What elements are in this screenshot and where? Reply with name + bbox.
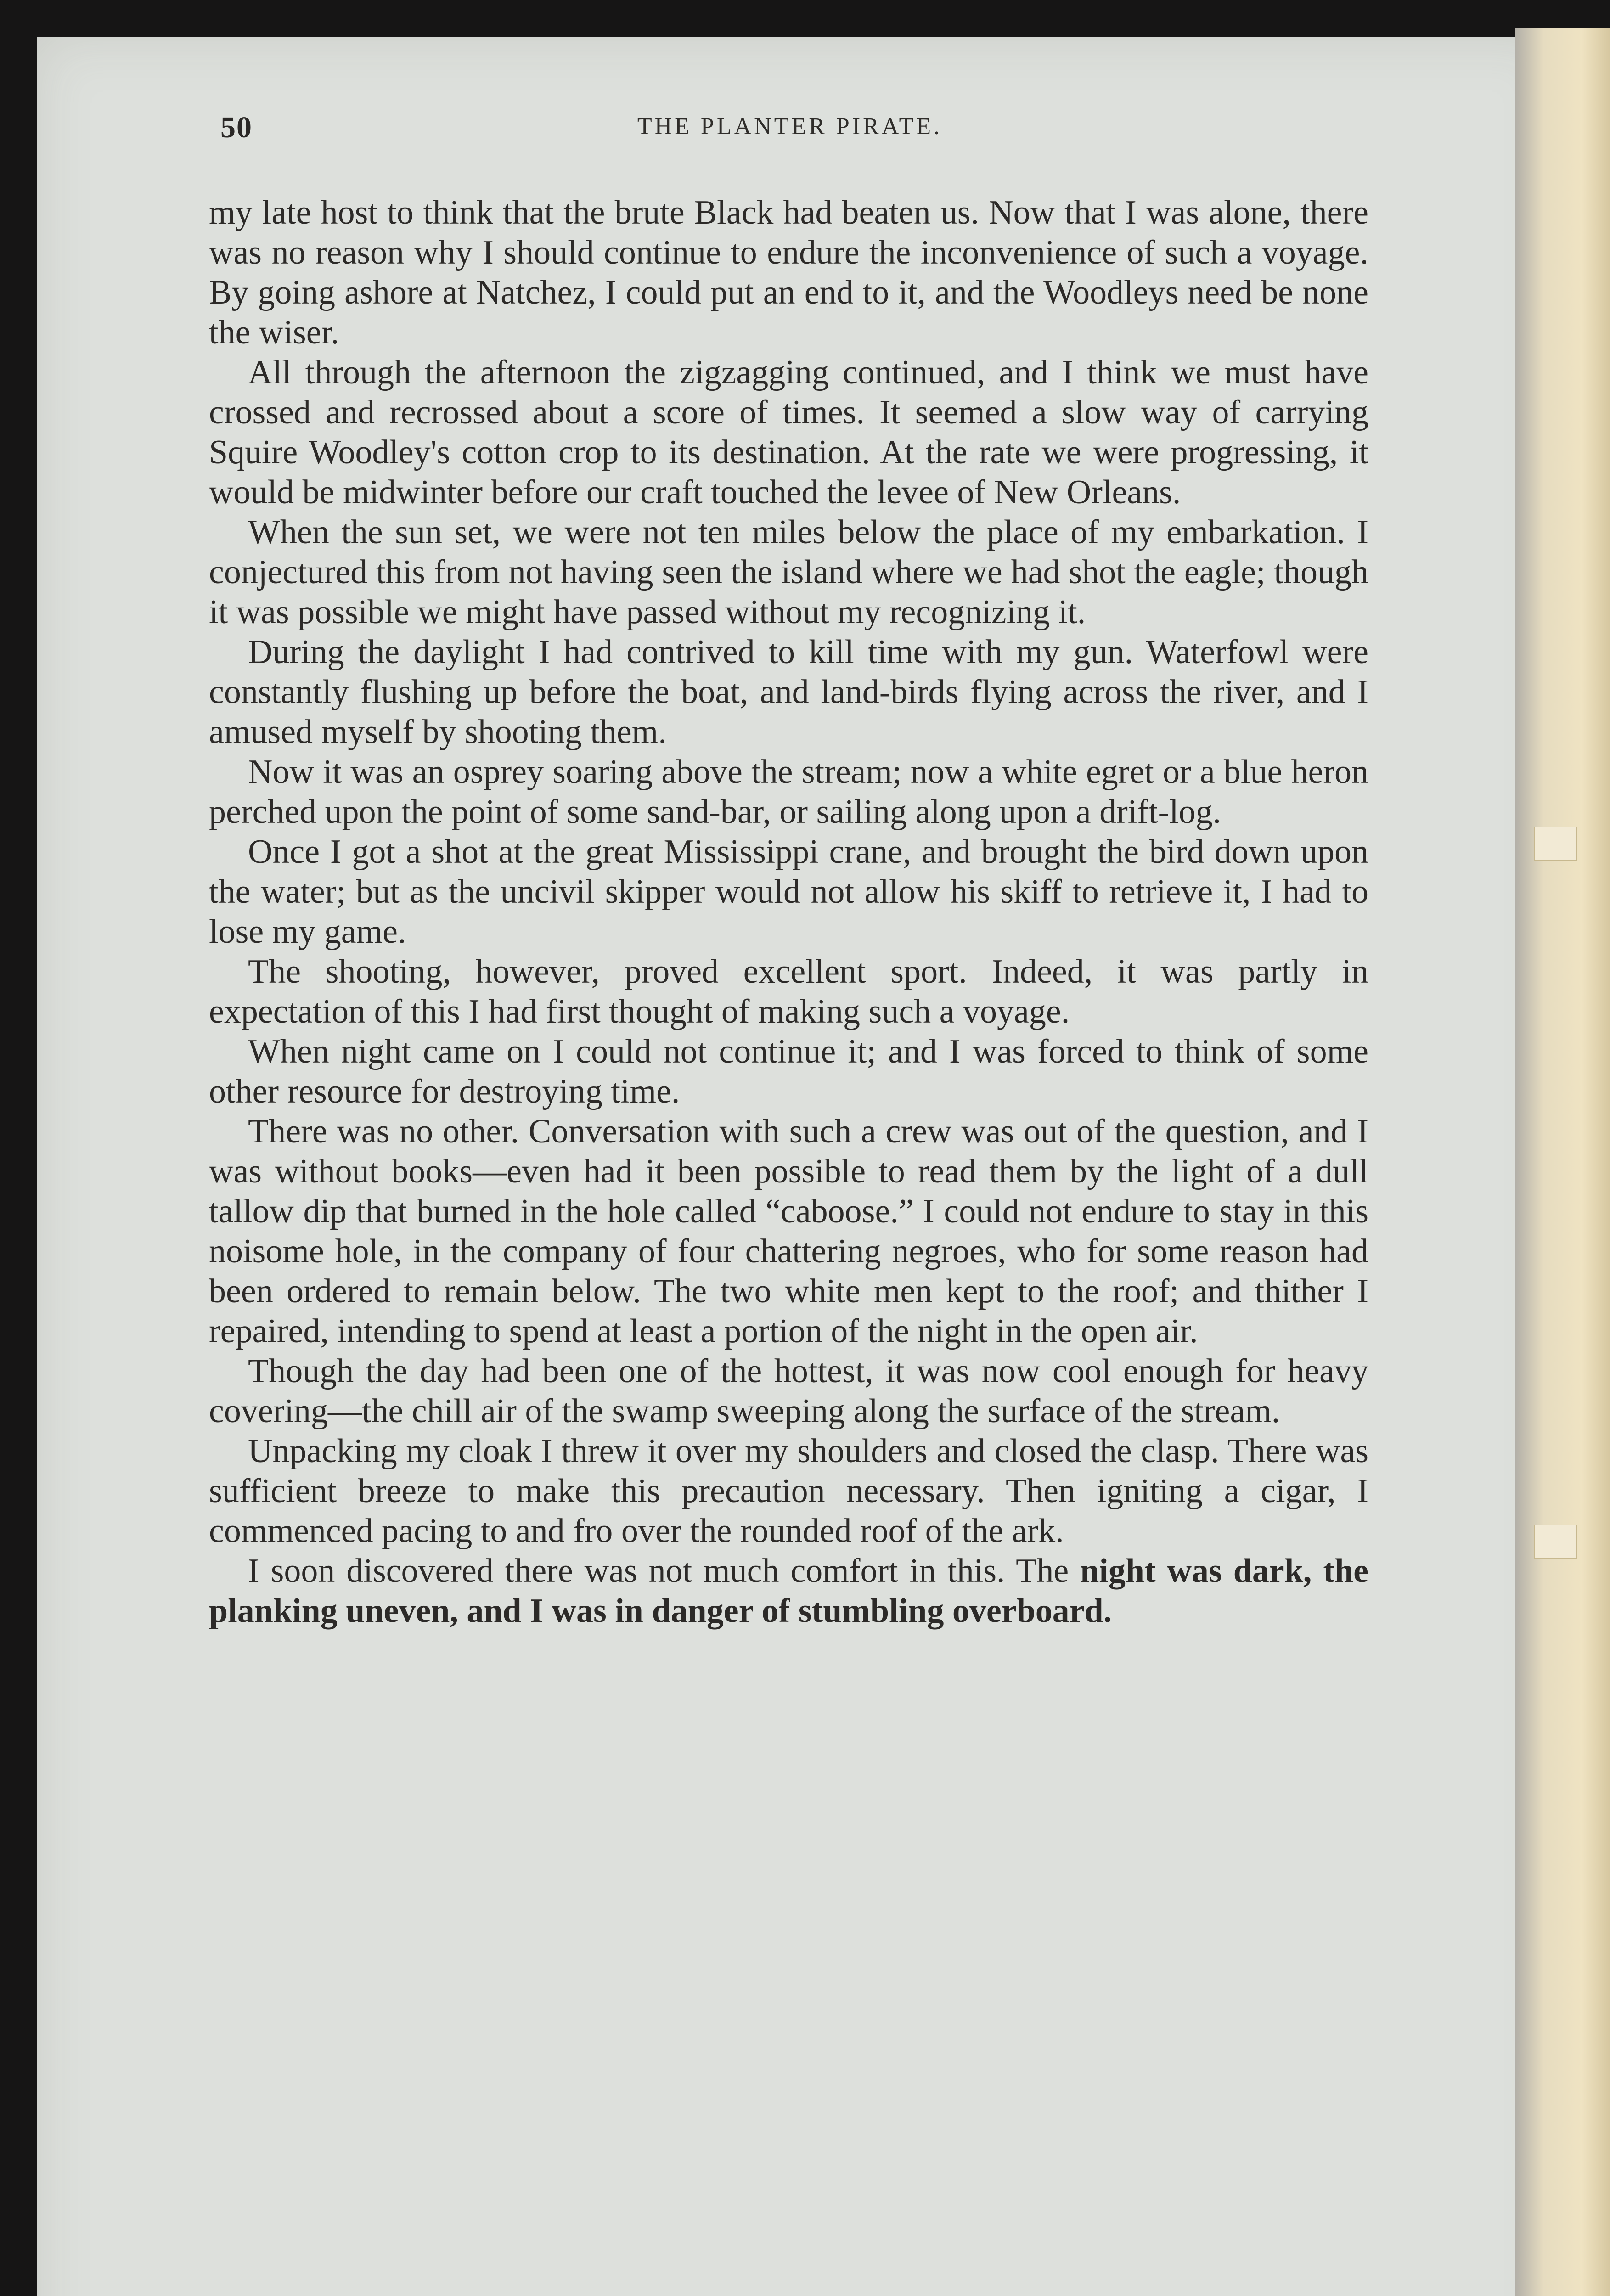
paragraph: Once I got a shot at the great Mississippi crane, and brought the bird down upon the water; but as the uncivil skipper would not allow his skiff to retrieve it, I had to lose my game. [209, 833, 1368, 951]
running-head: THE PLANTER PIRATE. [637, 113, 943, 140]
binding-thread [1534, 1525, 1577, 1559]
paragraph: Unpacking my cloak I threw it over my shoulders and closed the clasp. There was sufficient breeze to make this precaution necessary. Then igniting a cigar, I commenced pacing to and fro over the rounded roof of the ark. [209, 1432, 1368, 1550]
paragraph-tail: night was dark, the planking uneven, and I was in danger of stumbling overboard. [209, 1552, 1368, 1630]
paragraph: When the sun set, we were not ten miles below the place of my embarkation. I conjectured this from not having seen the island where we had shot the eagle; though it was possible we might have passed without my recognizing it. [209, 513, 1368, 631]
body-text [209, 193, 1368, 1631]
binding-thread [1534, 827, 1577, 861]
paragraph-last [209, 1551, 1368, 1631]
page-edge [1515, 28, 1610, 2296]
paragraph: The shooting, however, proved excellent sport. Indeed, it was partly in expectation of this I had first thought of making such a voyage. [209, 953, 1368, 1030]
paragraph: During the daylight I had contrived to kill time with my gun. Waterfowl were constantly flushing up before the boat, and land-birds flying across the river, and I amused myself by shooting them. [209, 633, 1368, 751]
paragraph-lead: I soon discovered there was not much comfort in this. The [248, 1552, 1069, 1590]
paragraph: Now it was an osprey soaring above the stream; now a white egret or a blue heron perched upon the point of some sand-bar, or sailing along upon a drift-log. [209, 753, 1368, 831]
paragraph: my late host to think that the brute Black had beaten us. Now that I was alone, there was no reason why I should continue to endure the inconvenience of such a voyage. By going ashore at Natchez, I could put an end to it, and the Woodleys need be none the wiser. [209, 194, 1368, 351]
paragraph: Though the day had been one of the hottest, it was now cool enough for heavy covering—the chill air of the swamp sweeping along the surface of the stream. [209, 1352, 1368, 1430]
paragraph: All through the afternoon the zigzagging continued, and I think we must have crossed and recrossed about a score of times. It seemed a slow way of carrying Squire Woodley's cotton crop to its destination. At the rate we were progressing, it would be midwinter before our craft touched the levee of New Orleans. [209, 354, 1368, 511]
page-number: 50 [220, 111, 253, 144]
paragraph: There was no other. Conversation with such a crew was out of the question, and I was without books—even had it been possible to read them by the light of a dull tallow dip that burned in the hole called “caboose.” I could not endure to stay in this noisome hole, in the company of four chattering negroes, who for some reason had been ordered to remain below. The two white men kept to the roof; and thither I repaired, intending to spend at least a portion of the night in the open air. [209, 1113, 1368, 1350]
paragraph: When night came on I could not continue it; and I was forced to think of some other resource for destroying time. [209, 1033, 1368, 1110]
page-header [220, 110, 1359, 147]
